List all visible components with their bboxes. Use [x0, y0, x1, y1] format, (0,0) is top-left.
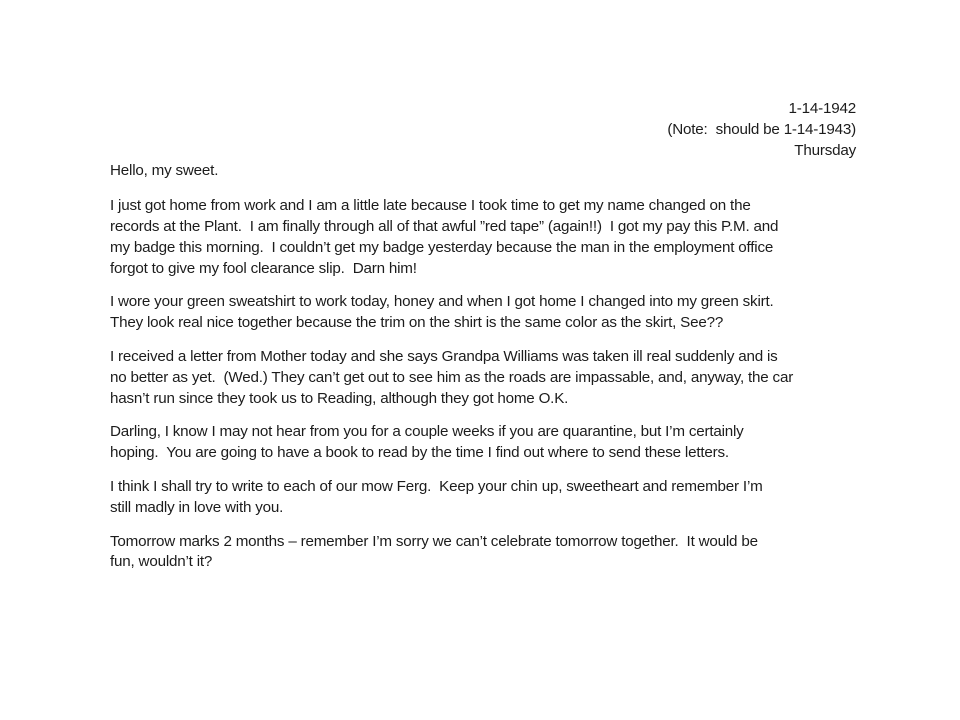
header-line: (Note: should be 1-14-1943)	[667, 120, 856, 138]
paragraph	[110, 292, 856, 334]
paragraph	[110, 196, 856, 279]
paragraph-line: hoping. You are going to have a book to read by the time I find out where to send these letters.	[110, 444, 729, 462]
paragraph-line: my badge this morning. I couldn’t get my badge yesterday because the man in the employment office	[110, 238, 774, 256]
paragraph-line: no better as yet. (Wed.) They can’t get out to see him as the roads are impassable, and, anyway, the car	[110, 368, 794, 386]
letter-header	[110, 99, 856, 161]
paragraph-line: I received a letter from Mother today and she says Grandpa Williams was taken ill real suddenly and is	[110, 347, 778, 365]
paragraph-line: I just got home from work and I am a little late because I took time to get my name changed on the	[110, 197, 751, 215]
paragraph-line: Tomorrow marks 2 months – remember I’m sorry we can’t celebrate tomorrow together. It would be	[110, 532, 758, 550]
paragraph-line: hasn’t run since they took us to Reading, although they got home O.K.	[110, 389, 569, 407]
header-line: 1-14-1942	[788, 100, 856, 117]
paragraph-line: They look real nice together because the trim on the shirt is the same color as the skirt, See??	[110, 314, 724, 332]
salutation: Hello, my sweet.	[110, 162, 219, 180]
paragraph	[110, 532, 856, 574]
paragraph-line: I think I shall try to write to each of our mow Ferg. Keep your chin up, sweetheart and remember I’m	[110, 477, 763, 495]
letter-body	[110, 196, 856, 573]
paragraph	[110, 477, 856, 519]
paragraph-line: records at the Plant. I am finally through all of that awful ”red tape” (again!!) I got my pay this P.M. and	[110, 217, 779, 235]
paragraph-line: I wore your green sweatshirt to work today, honey and when I got home I changed into my green skirt.	[110, 293, 774, 311]
paragraph-line: Darling, I know I may not hear from you for a couple weeks if you are quarantine, but I’m certainly	[110, 423, 744, 441]
paragraph-line: fun, wouldn’t it?	[110, 553, 213, 571]
paragraph-line: forgot to give my fool clearance slip. Darn him!	[110, 259, 417, 277]
paragraph-line: still madly in love with you.	[110, 498, 284, 516]
paragraph	[110, 347, 856, 409]
header-line: Thursday	[794, 141, 856, 159]
paragraph	[110, 422, 856, 464]
